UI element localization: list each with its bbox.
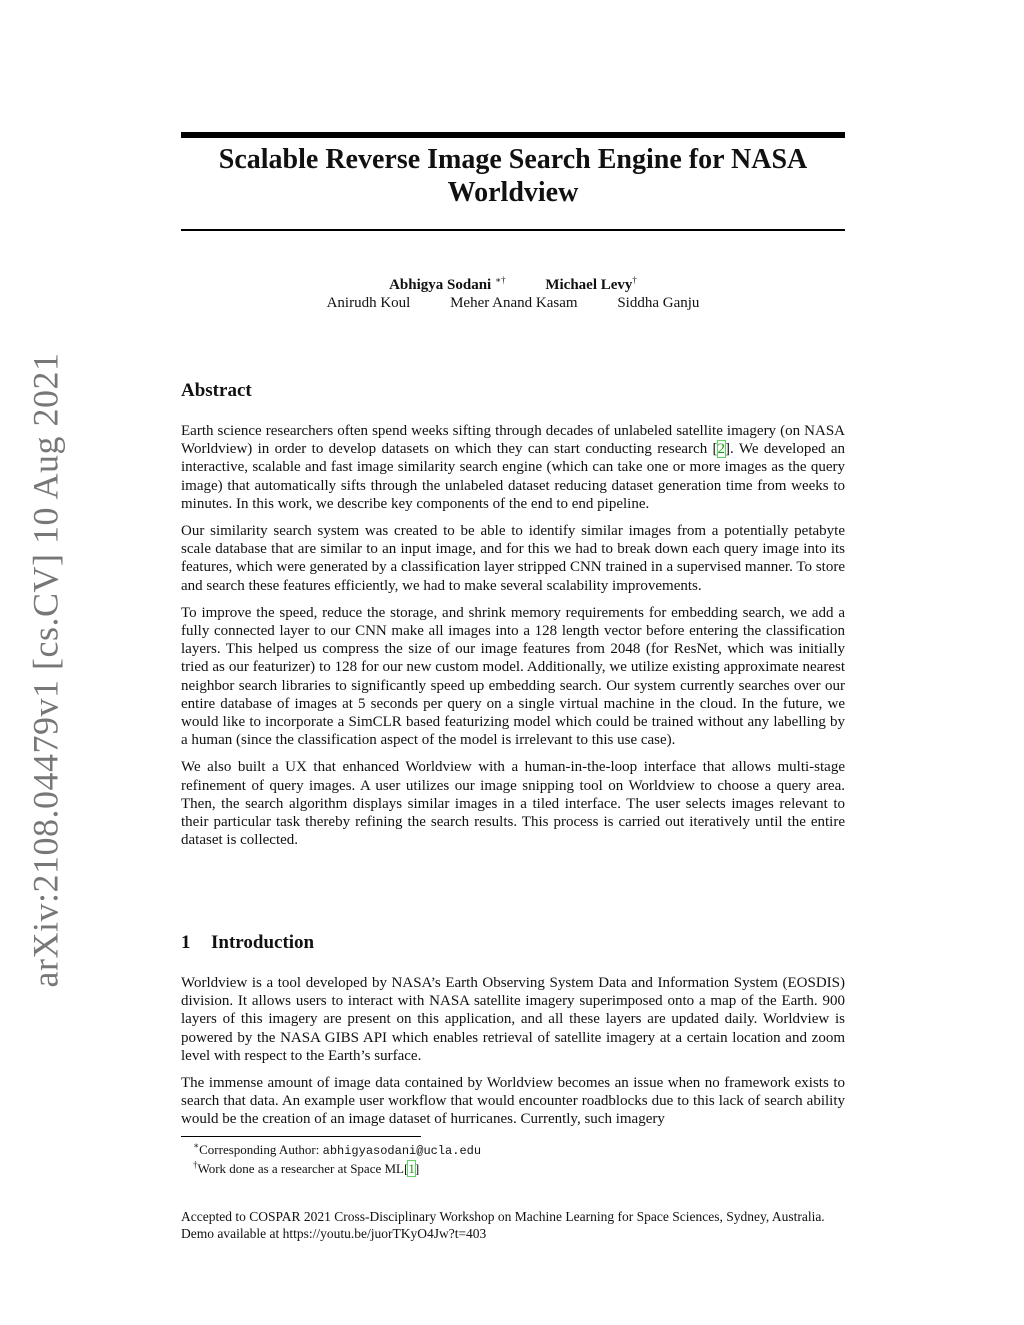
footnotes [193,1141,843,1178]
title-bottom-rule [181,229,845,231]
author-kasam: Meher Anand Kasam [450,295,578,311]
abstract-paragraph-4: We also built a UX that enhanced Worldview with a human-in-the-loop interface that allows multi-stage refinement of query images. A user utilizes our image snipping tool on Worldview to choose a query area. Then, the search algorithm displays similar images in a tiled interface. The user selects images relevant to their particular task thereby refining the search results. This process is carried out iteratively until the entire dataset is collected. [181,759,845,849]
section-heading-introduction [181,932,314,954]
author-line-1 [181,276,845,294]
introduction-body [181,974,845,1138]
abstract-heading: Abstract [181,380,252,401]
abstract-paragraph-3: To improve the speed, reduce the storage, and shrink memory requirements for embedding search, we add a fully connected layer to our CNN make all images into a 128 length vector before entering the classification layers. This helped us compress the size of our image features from 2048 (for ResNet, which was initially tried as our featurizer) to 128 for our new custom model. Additionally, we utilize existing approximate nearest neighbor search libraries to significantly speed up embedding search. Our system currently searches over our entire database of images at 5 seconds per query on a single virtual machine in the cloud. In the future, we would like to incorporate a SimCLR based featurizing model which could be trained without any labelling by a human (since the classification aspect of the model is irrelevant to this use case). [181,604,845,749]
author-levy-marks: † [632,275,637,285]
title-top-rule [181,132,845,138]
arxiv-side-stamp [15,352,75,988]
abstract-body [181,422,845,858]
author-sodani-marks: ∗† [494,275,506,285]
author-sodani: Abhigya Sodani ∗† [389,275,506,293]
introduction-paragraph-1: Worldview is a tool developed by NASA’s Earth Observing System Data and Information System (EOSDIS) division. It allows users to interact with NASA satellite imagery superimposed onto a map of the Earth. 900 layers of this imagery are present on this application, and all these layers are updated daily. Worldview is powered by the NASA GIBS API which enables retrieval of satellite imagery at a certain location and zoom level with respect to the Earth’s surface. [181,975,845,1064]
acceptance-note: Accepted to COSPAR 2021 Cross-Disciplinary Workshop on Machine Learning for Space Sciences, Sydney, Australia. Demo available at https://youtu.be/juorTKyO4Jw?t=403 [181,1209,825,1241]
author-koul: Anirudh Koul [326,295,411,311]
section-number: 1 [181,932,191,953]
footnote-rule [181,1136,421,1137]
author-levy: Michael Levy† [545,275,637,293]
author-ganju: Siddha Ganju [617,295,700,311]
section-title: Introduction [211,932,315,953]
author-email-link[interactable]: abhigyasodani@ucla.edu [322,1144,482,1158]
citation-link-1[interactable]: 1 [408,1161,415,1176]
paper-title: Scalable Reverse Image Search Engine for NASA Worldview [218,144,808,208]
author-line-2 [181,294,845,312]
arxiv-identifier: arXiv:2108.04479v1 [cs.CV] 10 Aug 2021 [25,352,65,988]
abstract-paragraph-1: Earth science researchers often spend weeks sifting through decades of unlabeled satellite imagery (on NASA Worldview) in order to develop datasets on which they can start conducting research [2]. We developed an interactive, scalable and fast image similarity search engine (which can take one or more images as the query image) that automatically sifts through the unlabeled dataset reducing dataset generation time from weeks to minutes. In this work, we describe key components of the end to end pipeline. [181,423,845,512]
footnote-2: †Work done as a researcher at Space ML[1] [193,1159,420,1176]
abstract-paragraph-2: Our similarity search system was created to be able to identify similar images from a potentially petabyte scale database that are similar to an input image, and for this we had to break down each query image into its features, which were generated by a classification layer stripped CNN trained in a supervised manner. To store and search these features efficiently, we had to make several scalability improvements. [181,523,845,594]
citation-link-2[interactable]: 2 [717,441,726,458]
footnote-1: ∗Corresponding Author: abhigyasodani@ucla.edu [193,1140,482,1158]
introduction-paragraph-2: The immense amount of image data contained by Worldview becomes an issue when no framework exists to search that data. An example user workflow that would encounter roadblocks due to this lack of search ability would be the creation of an image dataset of hurricanes. Currently, such imagery [181,1075,845,1128]
